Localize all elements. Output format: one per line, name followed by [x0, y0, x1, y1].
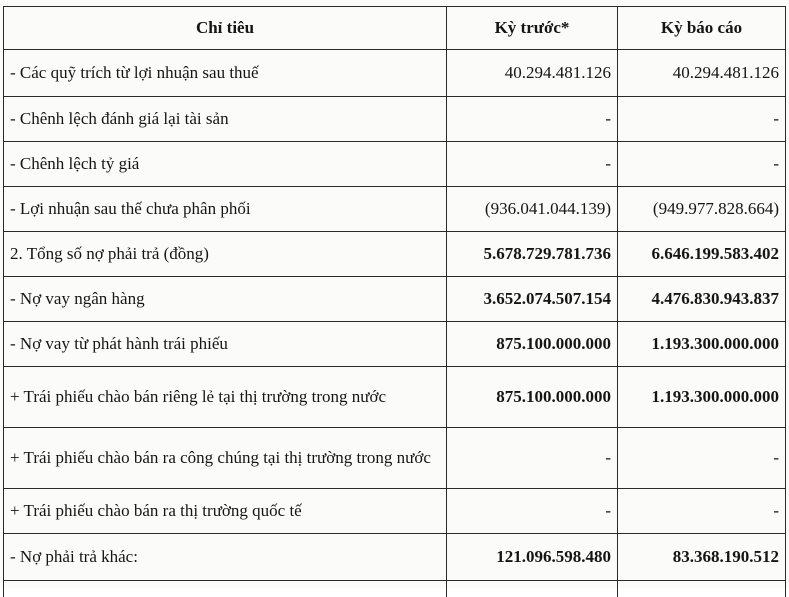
- table-row: [4, 367, 786, 428]
- row-current-value: 6.646.199.583.402: [618, 232, 786, 277]
- row-label: + Trái phiếu chào bán ra thị trường quốc tế: [4, 489, 447, 534]
- table-row: [4, 187, 786, 232]
- header-row: [4, 7, 786, 50]
- row-label: - Nợ phải trả khác:: [4, 534, 447, 581]
- table-row: [4, 322, 786, 367]
- row-current-value: 83.368.190.512: [618, 534, 786, 581]
- row-label: + Trái phiếu chào bán riêng lẻ tại thị trường trong nước: [4, 367, 447, 428]
- row-previous-value: 875.100.000.000: [447, 322, 618, 367]
- table-row: [4, 489, 786, 534]
- row-previous-value: 3.652.074.507.154: [447, 277, 618, 322]
- row-previous-value: -: [447, 142, 618, 187]
- header-reporting-period: Kỳ báo cáo: [618, 7, 786, 50]
- row-current-value: (949.977.828.664): [618, 187, 786, 232]
- empty-cell: [618, 581, 786, 597]
- row-previous-value: -: [447, 97, 618, 142]
- row-previous-value: 121.096.598.480: [447, 534, 618, 581]
- row-label: - Các quỹ trích từ lợi nhuận sau thuế: [4, 50, 447, 97]
- row-previous-value: (936.041.044.139): [447, 187, 618, 232]
- financial-table: [3, 6, 786, 597]
- row-current-value: -: [618, 97, 786, 142]
- table-row-partial: [4, 581, 786, 597]
- header-indicator: Chỉ tiêu: [4, 7, 447, 50]
- row-current-value: -: [618, 142, 786, 187]
- empty-cell: [4, 581, 447, 597]
- header-previous-period: Kỳ trước*: [447, 7, 618, 50]
- row-label: 2. Tổng số nợ phải trả (đồng): [4, 232, 447, 277]
- row-previous-value: 40.294.481.126: [447, 50, 618, 97]
- row-current-value: -: [618, 428, 786, 489]
- row-label: - Nợ vay từ phát hành trái phiếu: [4, 322, 447, 367]
- table-row: [4, 534, 786, 581]
- table-row: [4, 277, 786, 322]
- row-current-value: -: [618, 489, 786, 534]
- empty-cell: [447, 581, 618, 597]
- row-current-value: 1.193.300.000.000: [618, 367, 786, 428]
- row-label: - Chênh lệch tỷ giá: [4, 142, 447, 187]
- row-label: - Lợi nhuận sau thế chưa phân phối: [4, 187, 447, 232]
- row-current-value: 4.476.830.943.837: [618, 277, 786, 322]
- row-label: + Trái phiếu chào bán ra công chúng tại thị trường trong nước: [4, 428, 447, 489]
- row-label: - Chênh lệch đánh giá lại tài sản: [4, 97, 447, 142]
- table-row: [4, 97, 786, 142]
- row-previous-value: 875.100.000.000: [447, 367, 618, 428]
- row-label: - Nợ vay ngân hàng: [4, 277, 447, 322]
- row-previous-value: -: [447, 489, 618, 534]
- table-row: [4, 232, 786, 277]
- row-current-value: 1.193.300.000.000: [618, 322, 786, 367]
- row-current-value: 40.294.481.126: [618, 50, 786, 97]
- row-previous-value: -: [447, 428, 618, 489]
- table-row: [4, 428, 786, 489]
- table-row: [4, 50, 786, 97]
- row-previous-value: 5.678.729.781.736: [447, 232, 618, 277]
- table-row: [4, 142, 786, 187]
